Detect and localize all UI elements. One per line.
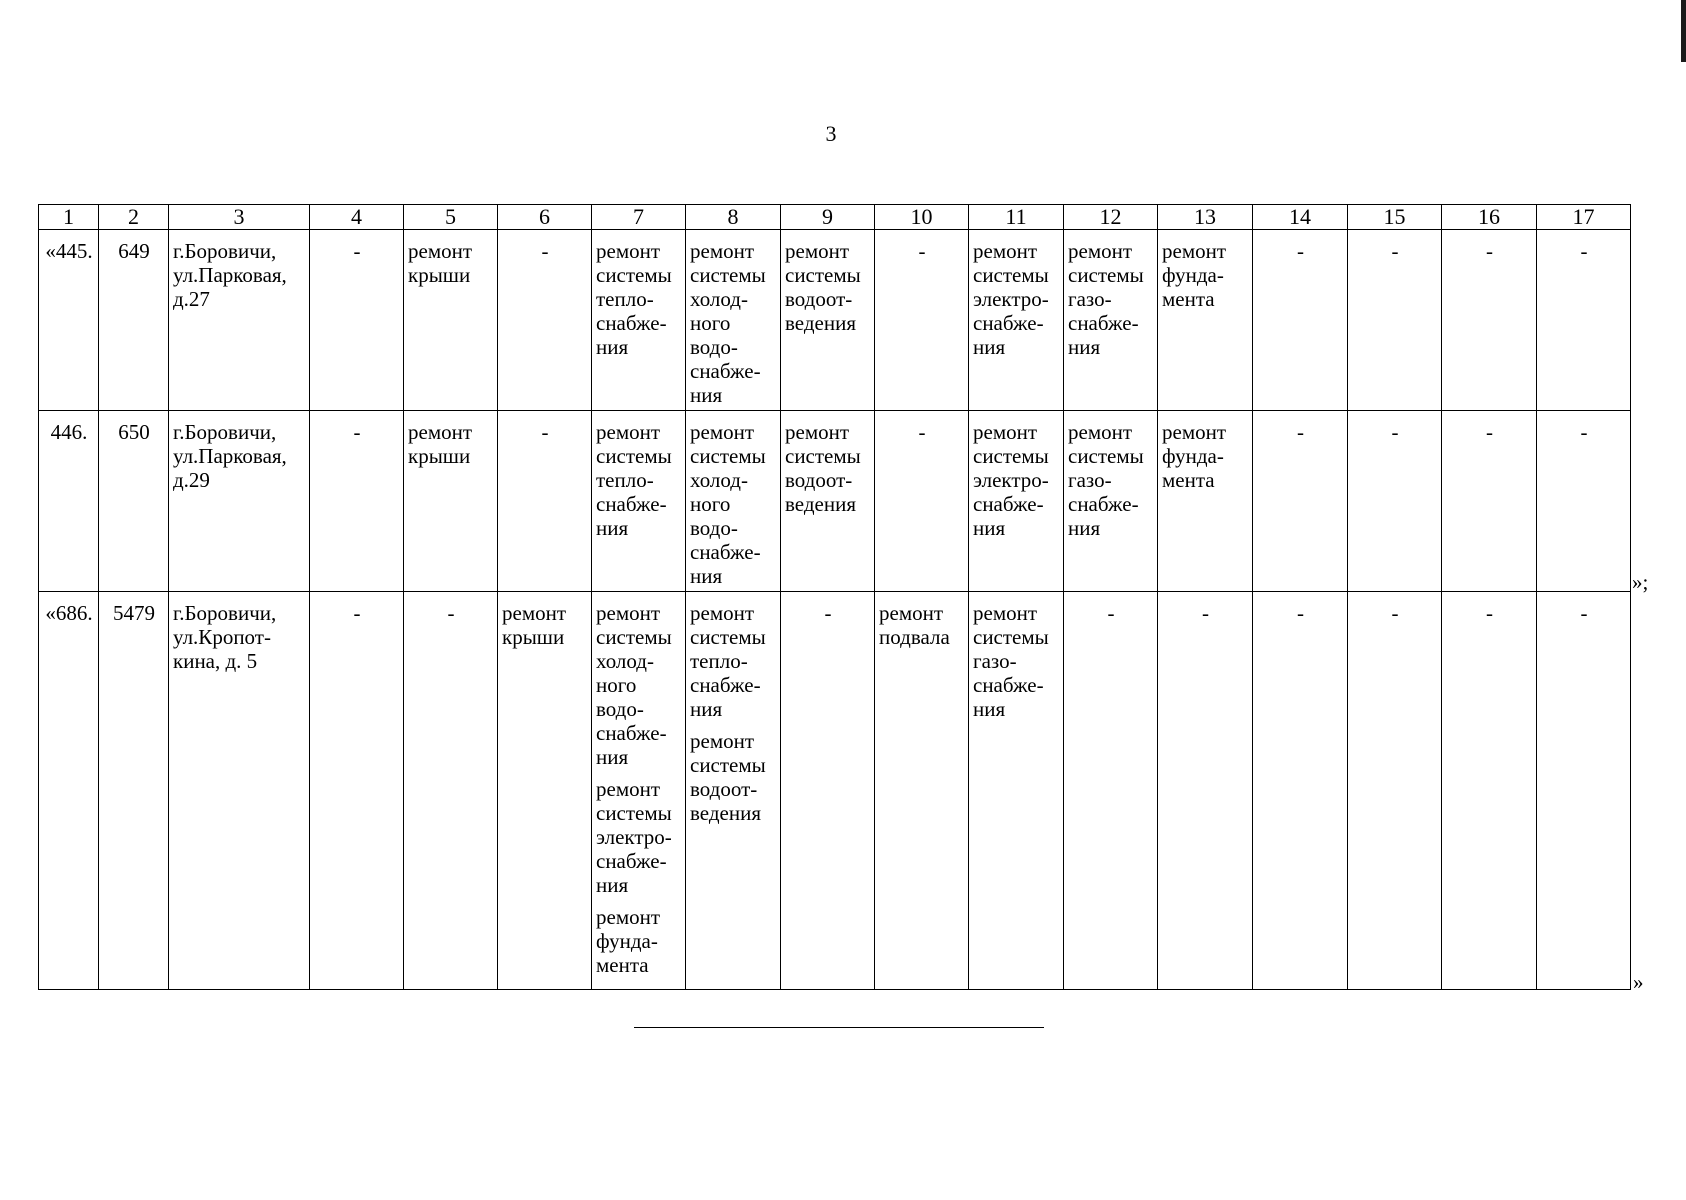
column-header-10: 10 [875,205,969,230]
table-cell-col-9 [781,592,875,990]
cell-entry [596,905,682,977]
cell-text-line: ремонт [785,420,850,444]
cell-text-line: ведения [785,311,856,335]
table-cell-col-17 [1537,411,1631,592]
table-cell-col-6 [498,592,592,990]
cell-text-line: ремонт [973,601,1038,625]
cell-text-line: водо- [690,335,738,359]
cell-text-line: ремонт [973,420,1038,444]
table-cell-col-2 [99,411,169,592]
cell-text-line: - [1297,239,1304,263]
table-cell-col-9 [781,230,875,411]
cell-text-line: газо- [973,649,1017,673]
cell-text-line: снабже- [1068,311,1139,335]
cell-text-line: ремонт [690,729,755,753]
cell-text-line: снабже- [690,673,761,697]
scan-edge-mark [1681,0,1686,62]
cell-entry [973,420,1060,540]
table-cell-col-1 [39,230,99,411]
cell-text-line: системы [1068,444,1144,468]
cell-text-line: снабже- [973,673,1044,697]
cell-entry [973,601,1060,721]
cell-entry [1068,601,1154,625]
cell-text-line: ведения [690,801,761,825]
cell-text-line: д.29 [173,468,210,492]
cell-text-line: ремонт [690,601,755,625]
cell-text-line: - [1486,420,1493,444]
column-header-9: 9 [781,205,875,230]
column-header-3: 3 [169,205,310,230]
cell-entry [502,601,588,649]
cell-text-line: снабже- [596,849,667,873]
column-header-13: 13 [1158,205,1253,230]
cell-text-line: ремонт [1068,420,1133,444]
cell-text-line: ного [596,673,637,697]
cell-text-line: ния [690,564,723,588]
table-cell-col-14 [1253,230,1348,411]
amendment-table [38,204,1631,990]
table-cell-col-12 [1064,592,1158,990]
table-cell-col-12 [1064,230,1158,411]
cell-entry [43,420,95,444]
cell-text-line: - [1391,601,1399,625]
cell-entry [103,420,165,444]
table-cell-col-9 [781,411,875,592]
cell-text-line: снабже- [690,359,761,383]
table-cell-col-5 [404,592,498,990]
column-header-8: 8 [686,205,781,230]
cell-text-line: д.27 [173,287,210,311]
table-cell-col-13 [1158,411,1253,592]
table-cell-col-8 [686,411,781,592]
cell-entry [408,420,494,468]
cell-text-line: - [1297,601,1304,625]
table-cell-col-6 [498,411,592,592]
cell-entry [596,777,682,897]
cell-text-line: системы [596,263,672,287]
cell-entry [1257,239,1344,263]
table-cell-col-15 [1348,230,1442,411]
cell-text-line: снабже- [596,721,667,745]
cell-entry [1446,420,1533,444]
cell-text-line: ния [973,697,1006,721]
table-cell-col-15 [1348,411,1442,592]
cell-text-line: ремонт [1068,239,1133,263]
table-cell-col-11 [969,411,1064,592]
cell-text-line: системы [596,625,672,649]
table-cell-col-17 [1537,230,1631,411]
column-header-5: 5 [404,205,498,230]
cell-entry [173,601,306,673]
table-cell-col-7 [592,230,686,411]
cell-entry [173,239,306,311]
cell-text-line: - [541,239,549,263]
cell-entry [690,601,777,721]
page-number: 3 [825,121,837,146]
table-cell-col-14 [1253,411,1348,592]
cell-text-line: системы [596,444,672,468]
cell-entry [314,420,400,444]
table-cell-col-11 [969,592,1064,990]
cell-entry [173,420,306,492]
table-cell-col-4 [310,411,404,592]
table-cell-col-3 [169,230,310,411]
cell-text-line: системы [785,263,861,287]
table-cell-col-3 [169,411,310,592]
table-cell-col-10 [875,230,969,411]
cell-text-line: снабже- [1068,492,1139,516]
table-cell-col-15 [1348,592,1442,990]
cell-text-line: ремонт [408,239,473,263]
cell-text-line: ния [596,745,629,769]
cell-text-line: - [1391,420,1399,444]
cell-entry [596,420,682,540]
cell-entry [785,601,871,625]
cell-text-line: холод- [690,468,748,492]
cell-text-line: системы [690,625,766,649]
cell-entry [785,239,871,335]
cell-text-line: 446. [50,420,88,444]
cell-text-line: ния [1068,516,1101,540]
cell-text-line: - [1486,601,1493,625]
cell-text-line: - [447,601,455,625]
cell-text-line: ремонт [690,239,755,263]
cell-entry [1352,601,1438,625]
cell-entry [43,601,95,625]
cell-text-line: ния [973,516,1006,540]
column-header-12: 12 [1064,205,1158,230]
table-cell-col-5 [404,411,498,592]
cell-text-line: тепло- [596,287,654,311]
cell-text-line: фунда- [1162,263,1224,287]
cell-entry [408,239,494,287]
cell-text-line: холод- [690,287,748,311]
cell-text-line: ул.Кропот- [173,625,271,649]
cell-entry [879,239,965,263]
cell-text-line: ремонт [596,601,661,625]
cell-entry [1541,420,1627,444]
cell-text-line: крыши [502,625,565,649]
cell-text-line: фунда- [1162,444,1224,468]
cell-text-line: ния [596,335,629,359]
cell-text-line: ремонт [502,601,567,625]
column-header-17: 17 [1537,205,1631,230]
closing-quote: » [1633,970,1644,994]
column-header-6: 6 [498,205,592,230]
cell-text-line: снабже- [596,492,667,516]
cell-text-line: ул.Парковая, [173,444,287,468]
cell-entry [690,729,777,825]
cell-text-line: г.Боровичи, [173,420,277,444]
cell-entry [596,601,682,769]
table-cell-col-1 [39,411,99,592]
cell-text-line: - [1202,601,1209,625]
cell-text-line: водоот- [690,777,758,801]
cell-text-line: водоот- [785,468,853,492]
table-cell-col-10 [875,411,969,592]
cell-text-line: ния [973,335,1006,359]
end-rule [634,1027,1044,1028]
cell-text-line: - [918,420,926,444]
cell-text-line: ремонт [973,239,1038,263]
cell-entry [1352,239,1438,263]
cell-text-line: системы [596,801,672,825]
cell-text-line: «445. [45,239,93,263]
table-cell-col-16 [1442,411,1537,592]
cell-entry [1068,420,1154,540]
cell-text-line: системы [973,263,1049,287]
table-cell-col-8 [686,592,781,990]
cell-text-line: ремонт [596,239,661,263]
table-cell-col-16 [1442,230,1537,411]
cell-text-line: ремонт [408,420,473,444]
cell-text-line: ремонт [879,601,944,625]
cell-text-line: 5479 [113,601,155,625]
cell-text-line: г.Боровичи, [173,239,277,263]
cell-text-line: - [1297,420,1304,444]
cell-text-line: системы [785,444,861,468]
cell-entry [1257,420,1344,444]
cell-text-line: крыши [408,444,471,468]
table-cell-col-16 [1442,592,1537,990]
cell-text-line: кина, д. 5 [173,649,258,673]
cell-text-line: «686. [45,601,93,625]
table-cell-col-5 [404,230,498,411]
cell-text-line: ного [690,311,731,335]
cell-text-line: водоот- [785,287,853,311]
table-cell-col-10 [875,592,969,990]
table-row [39,411,1631,592]
cell-entry [502,420,588,444]
cell-text-line: ремонт [690,420,755,444]
cell-text-line: снабже- [690,540,761,564]
cell-text-line: электро- [596,825,672,849]
cell-text-line: крыши [408,263,471,287]
cell-text-line: водо- [596,697,644,721]
cell-text-line: - [1580,420,1588,444]
column-header-4: 4 [310,205,404,230]
cell-text-line: электро- [973,468,1049,492]
cell-text-line: снабже- [973,311,1044,335]
table-cell-col-11 [969,230,1064,411]
cell-text-line: системы [973,444,1049,468]
cell-entry [1541,601,1627,625]
cell-entry [879,601,965,649]
cell-text-line: - [541,420,549,444]
column-header-14: 14 [1253,205,1348,230]
table-row [39,592,1631,990]
cell-text-line: ремонт [596,420,661,444]
cell-text-line: ремонт [785,239,850,263]
table-row [39,230,1631,411]
cell-text-line: мента [1162,287,1215,311]
table-cell-col-4 [310,592,404,990]
cell-entry [690,420,777,588]
cell-text-line: - [353,239,361,263]
closing-quote-semicolon: »; [1632,570,1649,594]
cell-text-line: системы [973,625,1049,649]
cell-entry [596,239,682,359]
cell-entry [103,239,165,263]
table-cell-col-17 [1537,592,1631,990]
column-number-row [39,205,1631,230]
cell-text-line: ведения [785,492,856,516]
cell-text-line: системы [690,263,766,287]
table-cell-col-4 [310,230,404,411]
cell-entry [502,239,588,263]
cell-text-line: ния [596,873,629,897]
column-header-15: 15 [1348,205,1442,230]
column-header-11: 11 [969,205,1064,230]
cell-text-line: мента [1162,468,1215,492]
cell-text-line: фунда- [596,929,658,953]
cell-text-line: холод- [596,649,654,673]
cell-entry [1162,420,1249,492]
cell-text-line: водо- [690,516,738,540]
cell-text-line: - [1580,239,1588,263]
cell-text-line: ул.Парковая, [173,263,287,287]
cell-entry [1541,239,1627,263]
cell-text-line: - [1391,239,1399,263]
table-cell-col-1 [39,592,99,990]
cell-entry [1446,601,1533,625]
cell-text-line: электро- [973,287,1049,311]
cell-text-line: - [353,601,361,625]
cell-text-line: - [1107,601,1115,625]
table-cell-col-7 [592,592,686,990]
cell-entry [408,601,494,625]
cell-text-line: газо- [1068,287,1112,311]
cell-text-line: - [1580,601,1588,625]
cell-entry [690,239,777,407]
cell-text-line: подвала [879,625,950,649]
table-cell-col-2 [99,592,169,990]
cell-text-line: снабже- [596,311,667,335]
cell-text-line: газо- [1068,468,1112,492]
table-cell-col-2 [99,230,169,411]
cell-text-line: тепло- [596,468,654,492]
table-cell-col-7 [592,411,686,592]
cell-text-line: снабже- [973,492,1044,516]
cell-text-line: системы [690,444,766,468]
table-cell-col-13 [1158,592,1253,990]
cell-entry [314,601,400,625]
cell-text-line: - [824,601,832,625]
table-cell-col-12 [1064,411,1158,592]
cell-entry [1257,601,1344,625]
cell-text-line: мента [596,953,649,977]
cell-entry [785,420,871,516]
cell-text-line: системы [1068,263,1144,287]
table-body [39,205,1631,990]
cell-entry [1068,239,1154,359]
cell-entry [103,601,165,625]
cell-text-line: ния [596,516,629,540]
cell-text-line: ремонт [1162,420,1227,444]
cell-text-line: - [918,239,926,263]
table-cell-col-6 [498,230,592,411]
column-header-7: 7 [592,205,686,230]
cell-text-line: 649 [118,239,150,263]
table-cell-col-3 [169,592,310,990]
cell-text-line: ремонт [1162,239,1227,263]
cell-text-line: ния [690,697,723,721]
cell-entry [43,239,95,263]
column-header-16: 16 [1442,205,1537,230]
cell-entry [1162,601,1249,625]
cell-entry [973,239,1060,359]
cell-text-line: 650 [118,420,150,444]
table-cell-col-14 [1253,592,1348,990]
cell-text-line: - [1486,239,1493,263]
cell-text-line: ремонт [596,905,661,929]
cell-text-line: ния [1068,335,1101,359]
table-cell-col-8 [686,230,781,411]
table-cell-col-13 [1158,230,1253,411]
column-header-1: 1 [39,205,99,230]
cell-entry [879,420,965,444]
cell-text-line: - [353,420,361,444]
cell-entry [1446,239,1533,263]
cell-text-line: г.Боровичи, [173,601,277,625]
column-header-2: 2 [99,205,169,230]
cell-text-line: системы [690,753,766,777]
cell-entry [314,239,400,263]
cell-text-line: ного [690,492,731,516]
cell-text-line: тепло- [690,649,748,673]
cell-text-line: ния [690,383,723,407]
cell-entry [1352,420,1438,444]
cell-entry [1162,239,1249,311]
cell-text-line: ремонт [596,777,661,801]
